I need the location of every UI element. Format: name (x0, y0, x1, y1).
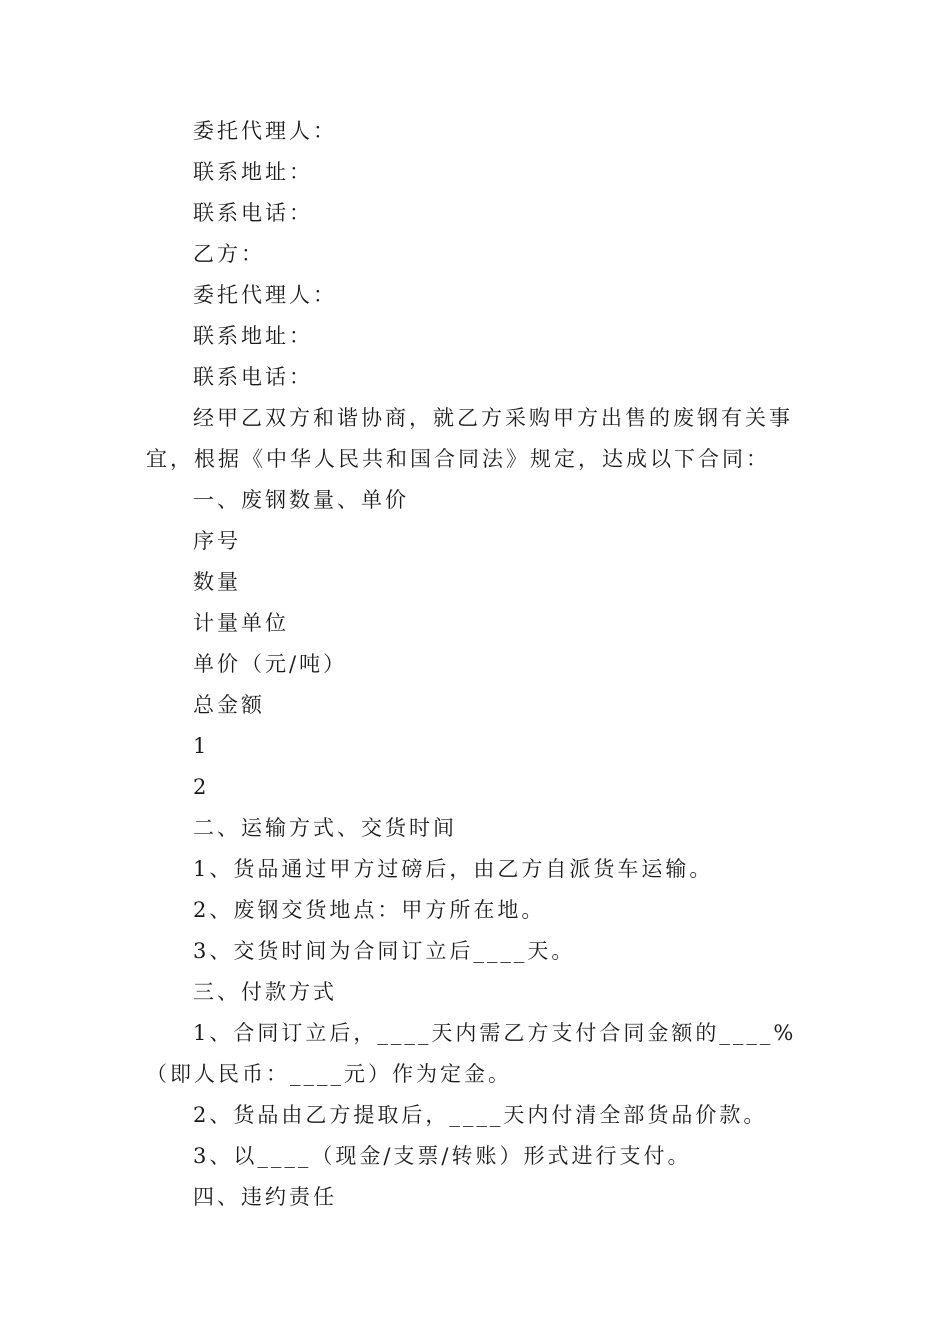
section-1-heading: 一、废钢数量、单价 (193, 488, 409, 512)
party-b-label: 乙方： (193, 242, 265, 266)
phone-label-party-b: 联系电话： (193, 365, 313, 389)
address-label-party-b: 联系地址： (193, 324, 313, 348)
table-row-1: 1 (193, 734, 210, 758)
phone-label-party-a: 联系电话： (193, 201, 313, 225)
agent-label-party-b: 委托代理人： (193, 283, 337, 307)
clause-3-2: 2、货品由乙方提取后，____天内付清全部货品价款。 (193, 1103, 768, 1127)
table-header-total: 总金额 (193, 693, 265, 717)
table-header-unit-price: 单价（元/吨） (193, 652, 348, 676)
address-label-party-a: 联系地址： (193, 160, 313, 184)
clause-3-1-line-1: 1、合同订立后，____天内需乙方支付合同金额的____% (193, 1021, 797, 1045)
table-header-serial: 序号 (193, 529, 241, 553)
agent-label-party-a: 委托代理人： (193, 119, 337, 143)
table-header-unit: 计量单位 (193, 611, 289, 635)
clause-2-3: 3、交货时间为合同订立后____天。 (193, 939, 576, 963)
table-header-quantity: 数量 (193, 570, 241, 594)
table-row-2: 2 (193, 775, 210, 799)
intro-paragraph-line-1: 经甲乙双方和谐协商，就乙方采购甲方出售的废钢有关事 (193, 406, 793, 430)
section-4-heading: 四、违约责任 (193, 1185, 337, 1209)
clause-3-3: 3、以____（现金/支票/转账）形式进行支付。 (193, 1144, 692, 1168)
clause-3-1-line-2: （即人民币：____元）作为定金。 (146, 1062, 512, 1086)
section-3-heading: 三、付款方式 (193, 980, 337, 1004)
section-2-heading: 二、运输方式、交货时间 (193, 816, 457, 840)
intro-paragraph-line-2: 宜，根据《中华人民共和国合同法》规定，达成以下合同： (146, 447, 770, 471)
clause-2-1: 1、货品通过甲方过磅后，由乙方自派货车运输。 (193, 857, 714, 881)
clause-2-2: 2、废钢交货地点：甲方所在地。 (193, 898, 546, 922)
